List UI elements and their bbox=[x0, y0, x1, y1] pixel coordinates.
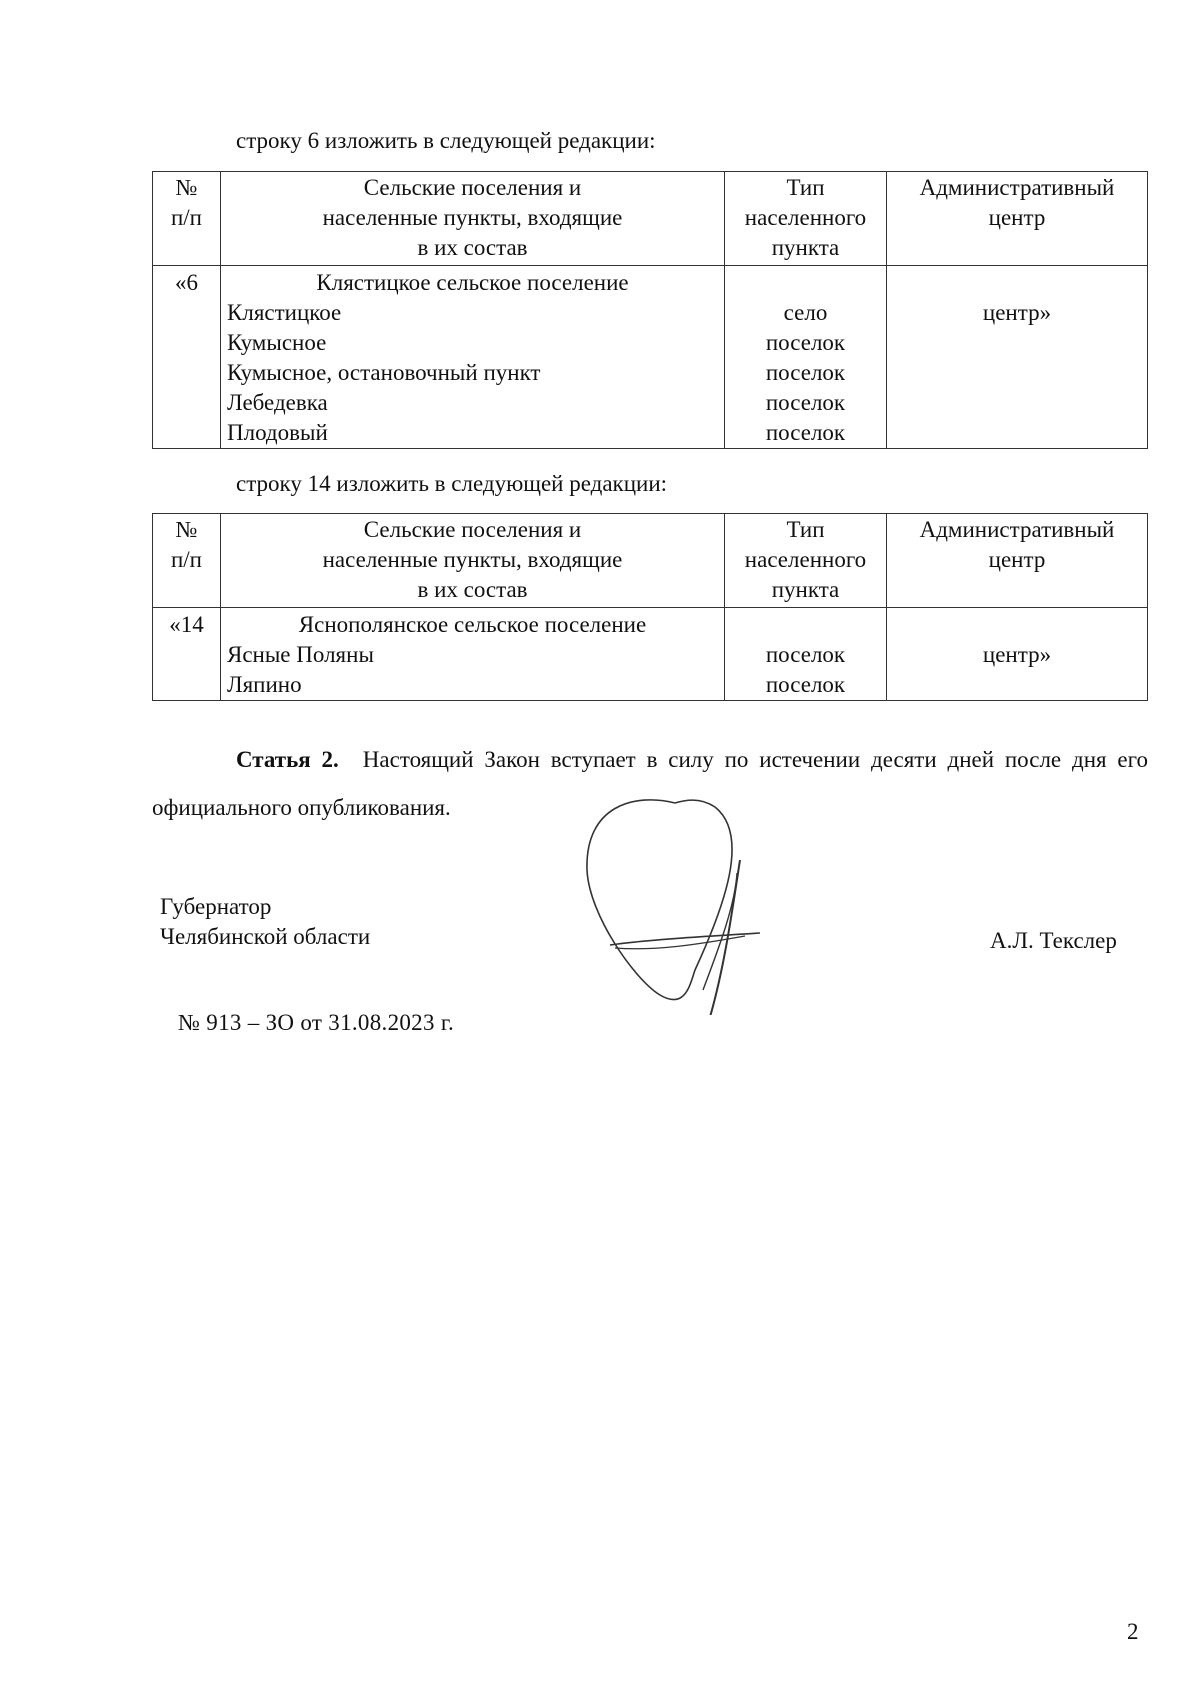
admin-center: центр» bbox=[982, 642, 1052, 667]
type-cell bbox=[725, 608, 887, 701]
locality-type: поселок bbox=[765, 330, 846, 355]
settlement-cell bbox=[221, 266, 725, 449]
locality-name: Кумысное, остановочный пункт bbox=[227, 360, 541, 385]
admin-cell bbox=[887, 608, 1148, 701]
amendment-table-row-14 bbox=[152, 513, 1148, 701]
row-number: «6 bbox=[153, 266, 221, 449]
header-num: № п/п bbox=[153, 514, 221, 608]
intro-row-14: строку 14 изложить в следующей редакции: bbox=[236, 471, 668, 496]
locality-name: Лебедевка bbox=[227, 390, 328, 415]
locality-name: Плодовый bbox=[227, 420, 328, 445]
header-name: Сельские поселения и населенные пункты, входящие в их состав bbox=[221, 172, 725, 266]
settlement-title: Яснополянское сельское поселение bbox=[298, 612, 647, 637]
locality-name: Кумысное bbox=[227, 330, 327, 355]
page-number: 2 bbox=[1127, 1619, 1139, 1644]
article-text: Настоящий Закон вступает в силу по истечении десяти дней после дня его официального опубликования. bbox=[152, 747, 1148, 820]
settlement-title: Клястицкое сельское поселение bbox=[316, 270, 629, 295]
row-number: «14 bbox=[153, 608, 221, 701]
locality-type: поселок bbox=[765, 672, 846, 697]
handwritten-signature bbox=[575, 795, 775, 1015]
intro-row-6: строку 6 изложить в следующей редакции: bbox=[236, 128, 656, 153]
type-cell bbox=[725, 266, 887, 449]
locality-name: Клястицкое bbox=[227, 300, 342, 325]
amendment-table-row-6 bbox=[152, 171, 1148, 449]
locality-type: поселок bbox=[765, 360, 846, 385]
locality-name: Ляпино bbox=[227, 672, 302, 697]
admin-center: центр» bbox=[982, 300, 1052, 325]
header-admin: Административный центр bbox=[887, 514, 1148, 608]
locality-type: село bbox=[783, 300, 828, 325]
locality-type: поселок bbox=[765, 420, 846, 445]
signatory-title: Губернатор Челябинской области bbox=[160, 894, 371, 949]
settlement-cell bbox=[221, 608, 725, 701]
header-admin: Административный центр bbox=[887, 172, 1148, 266]
article-label: Статья 2. bbox=[236, 747, 339, 772]
table-header bbox=[153, 514, 1148, 608]
header-type: Тип населенного пункта bbox=[725, 172, 887, 266]
table-row bbox=[153, 608, 1148, 701]
locality-type: поселок bbox=[765, 642, 846, 667]
law-number: № 913 – ЗО от 31.08.2023 г. bbox=[178, 1010, 455, 1035]
locality-type: поселок bbox=[765, 390, 846, 415]
signatory-name: А.Л. Текслер bbox=[990, 928, 1117, 953]
table-header bbox=[153, 172, 1148, 266]
admin-cell bbox=[887, 266, 1148, 449]
header-num: № п/п bbox=[153, 172, 221, 266]
table-row bbox=[153, 266, 1148, 449]
header-name: Сельские поселения и населенные пункты, входящие в их состав bbox=[221, 514, 725, 608]
header-type: Тип населенного пункта bbox=[725, 514, 887, 608]
locality-name: Ясные Поляны bbox=[227, 642, 374, 667]
